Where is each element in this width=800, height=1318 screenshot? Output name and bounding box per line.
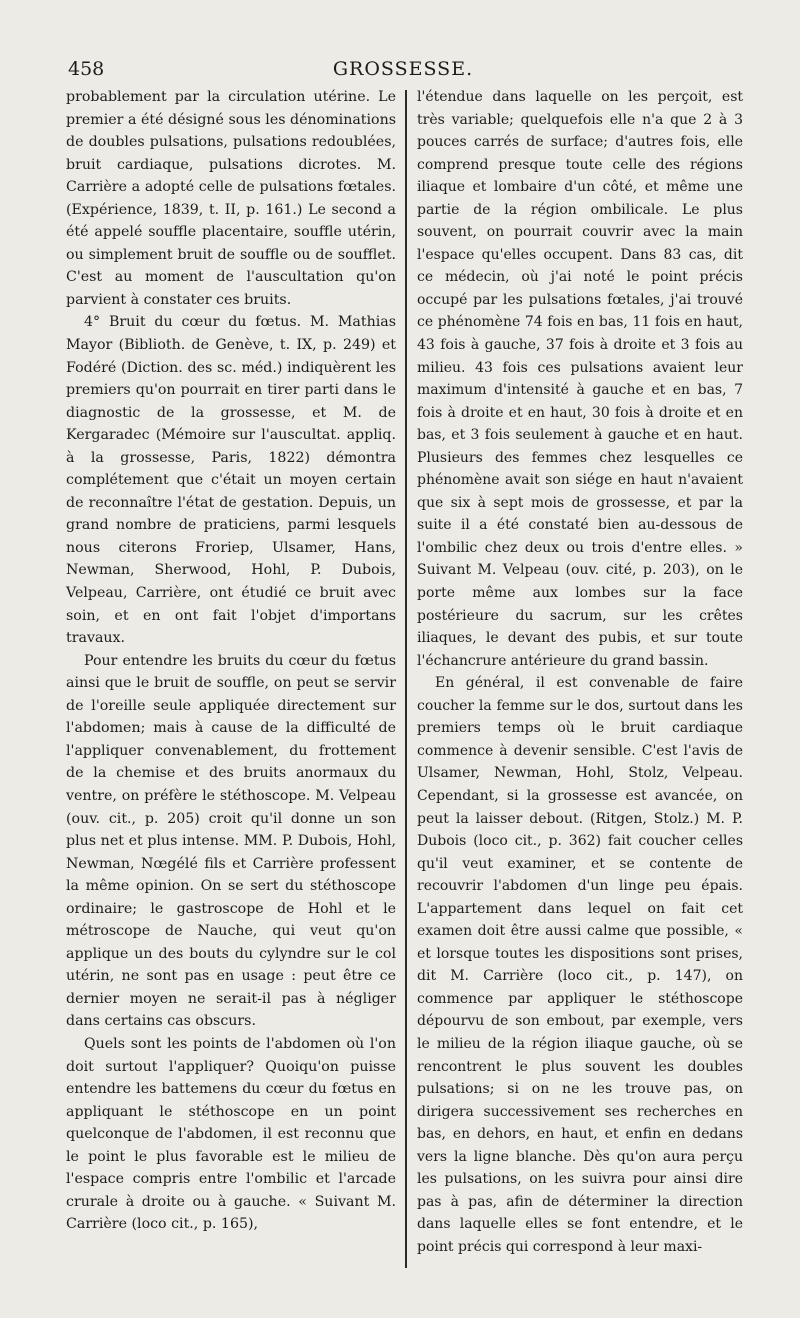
page-number: 458 (68, 58, 105, 80)
paragraph: En général, il est convenable de faire coucher la femme sur le dos, surtout dans les premiers temps où le bruit cardiaque commence à devenir sensible. C'est l'avis de Ulsamer, Newman, Hohl, Stolz, Velpeau. Cependant, si la grossesse est avancée, on peut la laisser debout. (Ritgen, Stolz.) M. P. Dubois (loco cit., p. 362) fait coucher celles qu'il veut examiner, et se contente de recouvrir l'abdomen d'un linge peu épais. L'appartement dans lequel on fait cet examen doit être aussi calme que possible, « et lorsque toutes les dispositions sont prises, dit M. Carrière (loco cit., p. 147), on commence par appliquer le stéthoscope dépourvu de son embout, par exemple, vers le milieu de la région iliaque gauche, où se rencontrent le plus souvent les doubles pulsations; si on ne les trouve pas, on dirigera successivement ses recherches en bas, en dehors, en haut, et enfin en dedans vers la ligne blanche. Dès qu'on aura perçu les pulsations, on les suivra pour ainsi dire pas à pas, afin de déterminer la direction dans laquelle elles se font entendre, et le point précis qui correspond à leur maxi- (417, 675, 743, 1255)
page-header (68, 58, 738, 84)
paragraph: probablement par la circulation utérine. Le premier a été désigné sous les dénominations de doubles pulsations, pulsations redoublées, bruit cardiaque, pulsations dicrotes. M. Carrière a adopté celle de pulsations fœtales. (Expérience, 1839, t. II, p. 161.) Le second a été appelé souffle placentaire, souffle utérin, ou simplement bruit de souffle ou de soufflet. C'est au moment de l'auscultation qu'on parvient à constater ces bruits. (66, 89, 396, 308)
left-column (66, 86, 396, 1236)
running-head: GROSSESSE. (332, 58, 474, 80)
paragraph: Pour entendre les bruits du cœur du fœtus ainsi que le bruit de souffle, on peut se servir de l'oreille seule appliquée directement sur l'abdomen; mais à cause de la difficulté de l'appliquer convenablement, du frottement de la chemise et des bruits anormaux du ventre, on préfère le stéthoscope. M. Velpeau (ouv. cit., p. 205) croit qu'il donne un son plus net et plus intense. MM. P. Dubois, Hohl, Newman, Nœgélé fils et Carrière professent la même opinion. On se sert du stéthoscope ordinaire; le gastroscope de Hohl et le métroscope de Nauche, qui veut qu'on applique un des bouts du cylyndre sur le col utérin, ne sont pas en usage : peut être ce dernier moyen ne serait-il pas à négliger dans certains cas obscurs. (66, 652, 396, 1030)
paragraph: l'étendue dans laquelle on les perçoit, est très variable; quelquefois elle n'a que 2 à 3 pouces carrés de surface; d'autres fois, elle comprend presque toute celle des régions iliaque et lombaire d'un côté, et même une partie de la région ombilicale. Le plus souvent, on pourrait couvrir avec la main l'espace qu'elles occupent. Dans 83 cas, dit ce médecin, où j'ai noté le point précis occupé par les pulsations fœtales, j'ai trouvé ce phénomène 74 fois en bas, 11 fois en haut, 43 fois à gauche, 37 fois à droite et 3 fois au milieu. 43 fois ces pulsations avaient leur maximum d'intensité à gauche et en bas, 7 fois à droite et en haut, 30 fois à droite et en bas, et 3 fois seulement à gauche et en haut. Plusieurs des femmes chez lesquelles ce phénomène avait son siége en haut n'avaient que six à sept mois de grossesse, et par la suite il a été constaté bien au-dessous de l'ombilic chez deux ou trois d'entre elles. » Suivant M. Velpeau (ouv. cité, p. 203), on le porte même aux lombes sur la face postérieure du sacrum, sur les crêtes iliaques, le devant des pubis, et sur toute l'échancrure antérieure du grand bassin. (417, 89, 743, 669)
column-divider (405, 90, 407, 1268)
right-column (417, 86, 743, 1258)
paragraph: 4° Bruit du cœur du fœtus. M. Mathias Mayor (Biblioth. de Genève, t. IX, p. 249) et Fodéré (Diction. des sc. méd.) indiquèrent les premiers qu'on pourrait en tirer parti dans le diagnostic de la grossesse, et M. de Kergaradec (Mémoire sur l'auscultat. appliq. à la grossesse, Paris, 1822) démontra complétement que c'était un moyen certain de reconnaître l'état de gestation. Depuis, un grand nombre de praticiens, parmi lesquels nous citerons Froriep, Ulsamer, Hans, Newman, Sherwood, Hohl, P. Dubois, Velpeau, Carrière, ont étudié ce bruit avec soin, et en ont fait l'objet d'importans travaux. (66, 314, 396, 647)
paragraph: Quels sont les points de l'abdomen où l'on doit surtout l'appliquer? Quoiqu'on puisse entendre les battemens du cœur du fœtus en appliquant le stéthoscope en un point quelconque de l'abdomen, il est reconnu que le point le plus favorable est le milieu de l'espace compris entre l'ombilic et l'arcade crurale à droite ou à gauche. « Suivant M. Carrière (loco cit., p. 165), (66, 1035, 396, 1233)
